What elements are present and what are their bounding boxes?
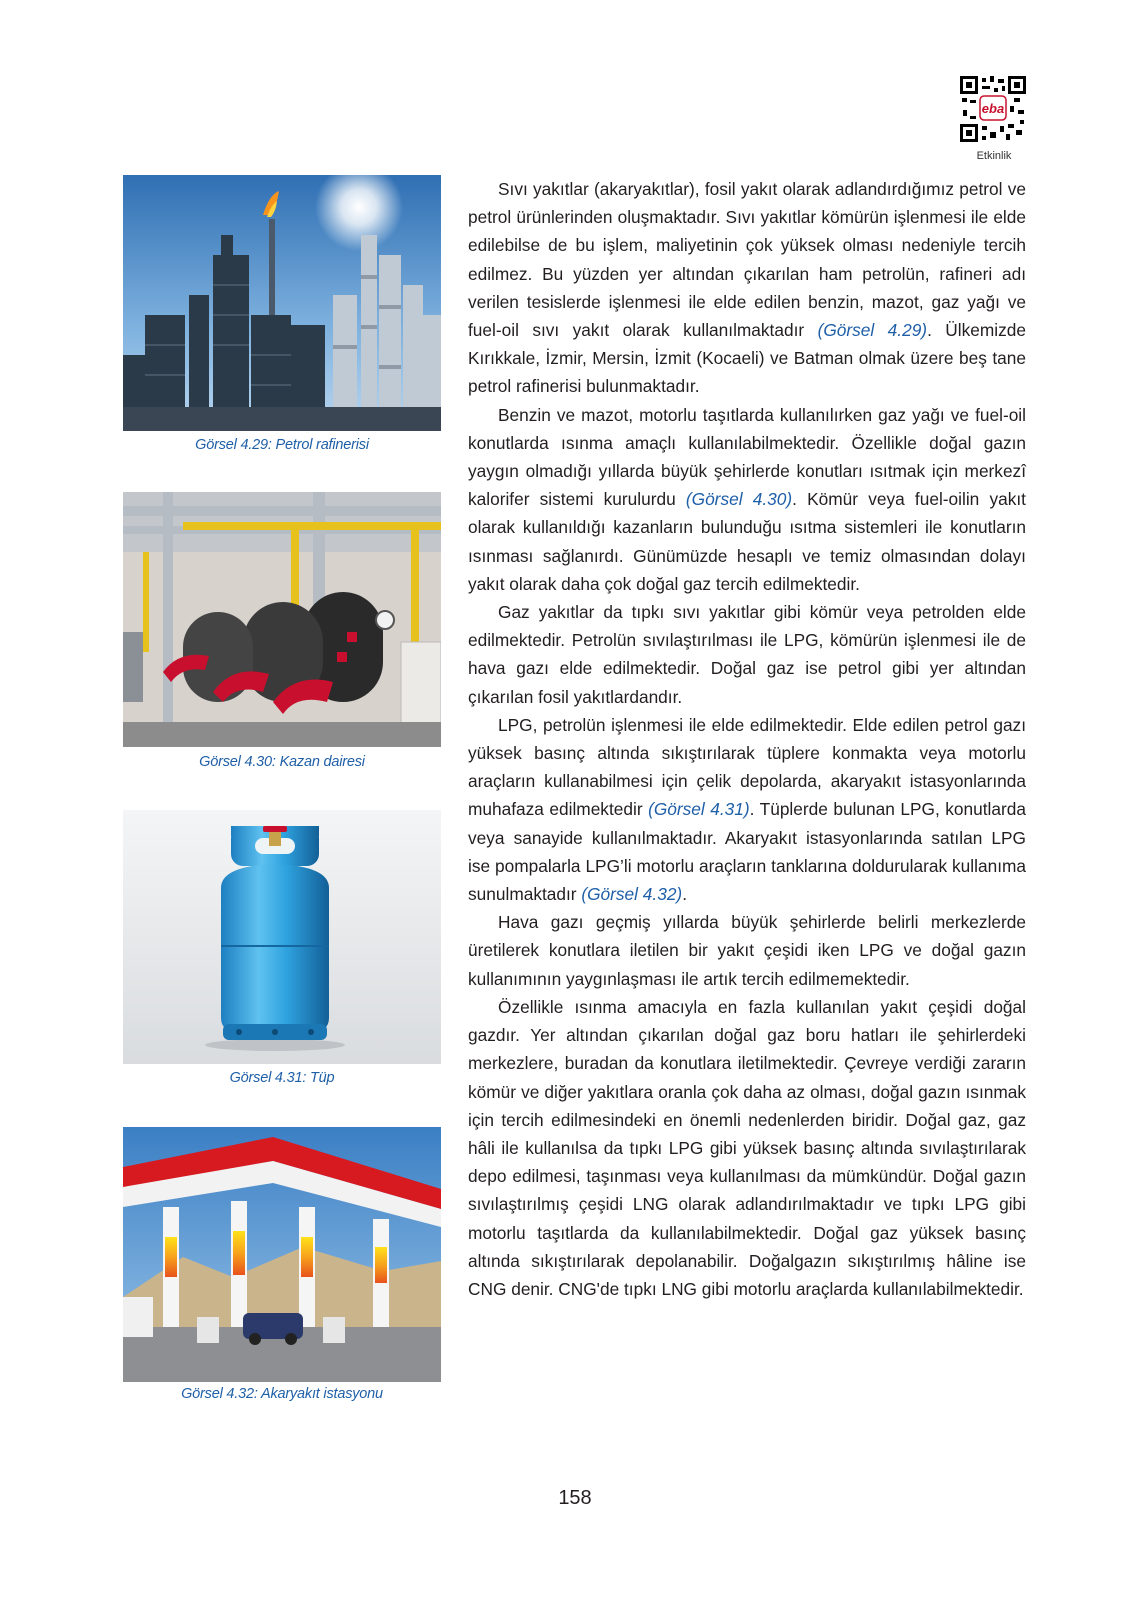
gas-cylinder-image <box>123 810 441 1064</box>
paragraph: Özellikle ısınma amacıyla en fazla kullanılan yakıt çeşidi doğal gazdır. Yer altından çıkarılan doğal gaz boru hatları ile şehirlerdeki merkezlere, buradan da konutlara iletilmektedir. Çevreye verdiği zararın kömür ve diğer yakıtlara oranla çok daha az olması, doğal gazın ısınmak için tercih edilmesindeki en önemli nedenlerden biridir. Doğal gaz, gaz hâli ile kullanılsa da tıpkı LPG gibi yüksek basınç altında sıvılaştırılarak depo edilmesi, taşınması veya kullanılması da mümkündür. Doğal gazın sıvılaştırılmış çeşidi LNG olarak adlandırılmaktadır ve tıpkı LPG gibi motorlu taşıtlarda da kullanılabilmektedir. Doğal gaz yüksek basınç altında sıkıştırılarak depolanabilir. Doğalgazın sıkıştırılmış hâline ise CNG denir. CNG'de tıpkı LNG gibi motorlu araçlarda kullanılabilmektedir. <box>468 996 1026 1299</box>
paragraph: Hava gazı geçmiş yıllarda büyük şehirlerde belirli merkezlerde üretilerek konutlara iletilen bir yakıt çeşidi iken LPG ve doğal gazın kullanımının yaygınlaşması ile artık tercih edilmemektedir. <box>468 912 1026 989</box>
body-text <box>468 175 1026 1303</box>
figure-reference[interactable]: (Görsel 4.32) <box>581 884 683 905</box>
figure-reference[interactable]: (Görsel 4.30) <box>685 489 793 510</box>
boiler-room-image <box>123 492 441 747</box>
figure-caption: Görsel 4.29: Petrol rafinerisi <box>195 437 369 453</box>
figure-reference[interactable]: (Görsel 4.31) <box>648 799 750 820</box>
figure-caption: Görsel 4.30: Kazan dairesi <box>199 754 365 770</box>
eba-logo: eba <box>981 101 1005 116</box>
paragraph: Benzin ve mazot, motorlu taşıtlarda kullanılırken gaz yağı ve fuel-oil konutlarda ısınma amaçlı kullanılabilmektedir. Özellikle doğal gazın yaygın olmadığı yıllarda büyük şehirlerde konutları ısıtmak için merkezî kalorifer sistemi kurulurdu (Görsel 4.30). Kömür veya fuel-oilin yakıt olarak kullanıldığı kazanların bulunduğu ısıtma sistemleri ile konutların ısınması sağlanırdı. Günümüzde hesaplı ve temiz olmasından dolayı yakıt olarak daha çok doğal gaz tercih edilmektedir. <box>468 404 1026 594</box>
qr-code[interactable] <box>960 76 1026 142</box>
paragraph: LPG, petrolün işlenmesi ile elde edilmektedir. Elde edilen petrol gazı yüksek basınç altında sıkıştırılarak tüplere konmakta veya motorlu araçların kullanabilmesi için çelik depolarda, akaryakıt istasyonlarında muhafaza edilmektedir (Görsel 4.31). Tüplerde bulunan LPG, konutlarda veya sanayide kullanılmaktadır. Akaryakıt istasyonlarında satılan LPG ise pompalarla LPG’li motorlu araçların tanklarına doldurularak kullanıma sunulmaktadır (Görsel 4.32). <box>468 714 1026 905</box>
fuel-station-image <box>123 1127 441 1382</box>
figure-caption: Görsel 4.31: Tüp <box>229 1070 335 1086</box>
paragraph: Gaz yakıtlar da tıpkı sıvı yakıtlar gibi kömür veya petrolden elde edilmektedir. Petrolün sıvılaştırılması ile LPG, kömürün işlenmesi ile de hava gazı elde edilmektedir. Doğal gaz ise petrol gibi yer altından çıkarılan fosil yakıtlardandır. <box>468 602 1026 707</box>
figure-reference[interactable]: (Görsel 4.29) <box>817 320 928 341</box>
paragraph: Sıvı yakıtlar (akaryakıtlar), fosil yakıt olarak adlandırdığımız petrol ve petrol ürünlerinden oluşmaktadır. Sıvı yakıtlar kömürün işlenmesi ile elde edilebilse de bu işlem, maliyetinin çok yüksek olması nedeniyle tercih edilmez. Bu yüzden yer altından çıkarılan ham petrolün, rafineri adı verilen tesislerde işlenmesi ile elde edilen benzin, mazot, gaz yağı ve fuel-oil sıvı yakıt olarak kullanılmaktadır (Görsel 4.29). Ülkemizde Kırıkkale, İzmir, Mersin, İzmit (Kocaeli) ve Batman olmak üzere beş tane petrol rafinerisi bulunmaktadır. <box>468 179 1026 397</box>
figure-caption: Görsel 4.32: Akaryakıt istasyonu <box>181 1386 383 1402</box>
page-number: 158 <box>558 1487 592 1509</box>
refinery-image <box>123 175 441 431</box>
qr-label: Etkinlik <box>976 150 1012 162</box>
